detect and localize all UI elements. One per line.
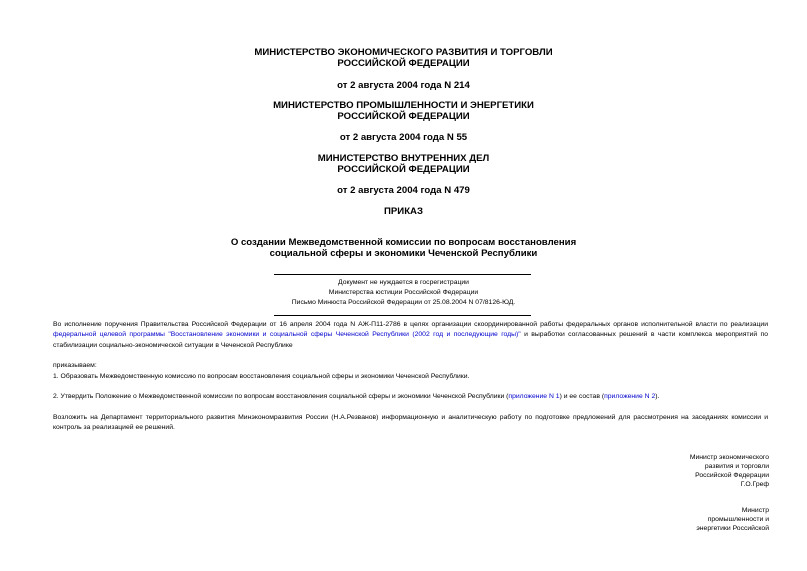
ministry2-line1: МИНИСТЕРСТВО ПРОМЫШЛЕННОСТИ И ЭНЕРГЕТИКИ xyxy=(273,100,534,111)
sig2-line3: энергетики Российской xyxy=(696,525,769,532)
item-3: Возложить на Департамент территориального развития Минэкономразвития России (Н.А.Резванов) информационную и аналитическую работу по подготовке предложений для рассмотрения на заседаниях комиссии и контроль за реализацией ее решений. xyxy=(53,414,768,432)
sig2-line2: промышленности и xyxy=(707,516,769,523)
doc-type: ПРИКАЗ xyxy=(384,206,423,217)
appendix-1-link[interactable]: приложение N 1 xyxy=(508,393,560,400)
sig1-name: Г.О.Греф xyxy=(740,481,769,488)
signature-block-1 xyxy=(609,453,769,489)
item-2 xyxy=(53,392,659,401)
sig1-line1: Министр экономического xyxy=(689,454,769,461)
signature-block-2 xyxy=(609,506,769,533)
item-2-text-3: ). xyxy=(655,393,660,400)
paragraph-preamble xyxy=(53,320,768,351)
ministry3-line1: МИНИСТЕРСТВО ВНУТРЕННИХ ДЕЛ xyxy=(317,153,490,164)
divider-bottom xyxy=(274,315,531,316)
order-word: приказываем: xyxy=(53,362,97,369)
ministry3-date: от 2 августа 2004 года N 479 xyxy=(337,185,470,196)
sig1-line2: развития и торговли xyxy=(704,463,769,470)
divider-top xyxy=(274,274,531,275)
ministry2-date: от 2 августа 2004 года N 55 xyxy=(339,132,468,143)
appendix-2-link[interactable]: приложение N 2 xyxy=(604,393,656,400)
ministry2-line2: РОССИЙСКОЙ ФЕДЕРАЦИИ xyxy=(337,111,470,122)
sig2-line1: Министр xyxy=(741,507,769,514)
preamble-text-1: Во исполнение поручения Правительства Российской Федерации от 16 апреля 2004 года N АЖ-П11-2786 в целях организации скоординированной работы федеральных органов исполнительной власти по реализации xyxy=(53,321,768,328)
registration-note-line3: Письмо Минюста Российской Федерации от 25.08.2004 N 07/8126-ЮД. xyxy=(291,299,516,306)
item-2-text-2: ) и ее состав ( xyxy=(559,393,605,400)
federal-program-link[interactable]: федеральной целевой программы "Восстановление экономики и социальной сферы Чеченской Республики (2002 год и последующие годы)" xyxy=(53,331,521,339)
ministry1-date: от 2 августа 2004 года N 214 xyxy=(337,80,470,91)
item-2-text-1: 2. Утвердить Положение о Межведомственной комиссии по вопросам восстановления социальной сферы и экономики Чеченской Республики ( xyxy=(53,393,509,400)
ministry1-line2: РОССИЙСКОЙ ФЕДЕРАЦИИ xyxy=(337,58,470,69)
doc-title-line2: социальной сферы и экономики Чеченской Республики xyxy=(269,248,538,259)
item-1: 1. Образовать Межведомственную комиссию по вопросам восстановления социальной сферы и экономики Чеченской Республики. xyxy=(53,373,470,380)
ministry1-line1: МИНИСТЕРСТВО ЭКОНОМИЧЕСКОГО РАЗВИТИЯ И ТОРГОВЛИ xyxy=(254,47,553,58)
registration-note-line2: Министерства юстиции Российской Федерации xyxy=(328,289,479,296)
doc-title-line1: О создании Межведомственной комиссии по вопросам восстановления xyxy=(230,237,577,248)
ministry3-line2: РОССИЙСКОЙ ФЕДЕРАЦИИ xyxy=(337,164,470,175)
sig1-line3: Российской Федерации xyxy=(695,472,769,479)
preamble-text-2: и выработки согласованных решений в части комплекса мероприятий по стабилизации социально-экономической ситуации в Чеченской Республике xyxy=(53,331,768,349)
registration-note-line1: Документ не нуждается в госрегистрации xyxy=(338,279,469,286)
